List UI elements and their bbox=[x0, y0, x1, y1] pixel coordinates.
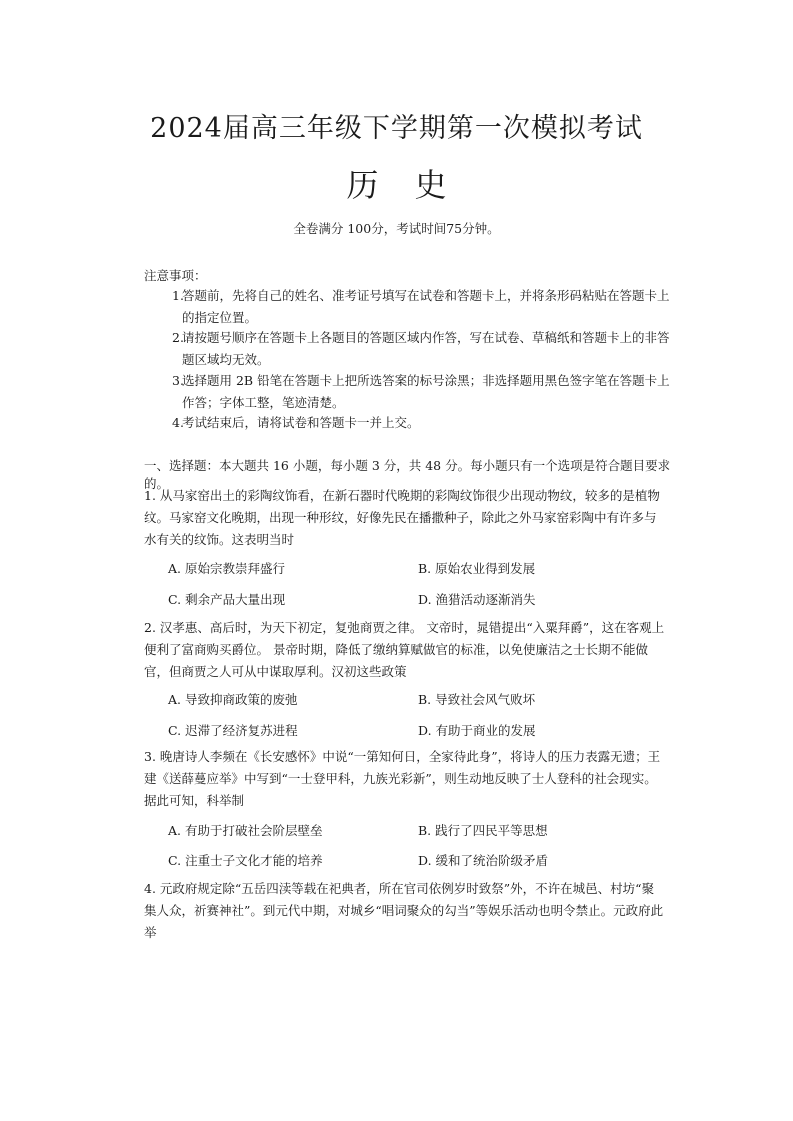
notice-item-4 bbox=[172, 412, 672, 434]
question-1-option-d[interactable]: D. 渔猎活动逐渐消失 bbox=[418, 592, 536, 607]
question-3-option-a[interactable]: A. 有助于打破社会阶层壁垒 bbox=[168, 823, 323, 838]
question-3-option-b[interactable]: B. 践行了四民平等思想 bbox=[418, 823, 548, 838]
exam-meta: 全卷满分 100分，考试时间75分钟。 bbox=[293, 221, 500, 236]
notice-item-number: 1. bbox=[172, 288, 184, 303]
notice-item-number: 4. bbox=[172, 415, 184, 430]
question-2-stem: 2. 汉孝惠、高后时，为天下初定，复弛商贾之律。 文帝时，晁错提出“入粟拜爵”，这在客观上便利了富商购买爵位。 景帝时期，降低了缴纳算赋做官的标准，以免使廉洁之士长期不能做官，但商贾之人可从中谋取厚利。汉初这些政策 bbox=[144, 620, 665, 679]
notice-item-text: 选择题用 2B 铅笔在答题卡上把所选答案的标号涂黑；非选择题用黑色签字笔在答题卡上作答；字体工整，笔迹清楚。 bbox=[182, 373, 670, 410]
notice-item-3 bbox=[172, 370, 672, 414]
notice-item-2 bbox=[172, 327, 672, 371]
question-3-option-c[interactable]: C. 注重士子文化才能的培养 bbox=[168, 853, 323, 868]
section-heading: 一、选择题：本大题共 16 小题，每小题 3 分，共 48 分。每小题只有一个选项是符合题目要求的。 bbox=[144, 458, 671, 491]
notice-item-1 bbox=[172, 285, 672, 329]
question-3-option-d[interactable]: D. 缓和了统治阶级矛盾 bbox=[418, 853, 549, 868]
question-2-option-b[interactable]: B. 导致社会风气败坏 bbox=[418, 692, 536, 707]
notice-item-number: 2. bbox=[172, 330, 184, 345]
question-4-stem: 4. 元政府规定除“五岳四渎等载在祀典者，所在官司依例岁时致祭”外，不许在城邑、村坊“聚集人众，祈赛神社”。到元代中期，对城乡“唱词聚众的勾当”等娱乐活动也明令禁止。元政府此举 bbox=[144, 881, 664, 940]
subject-title: 历史 bbox=[346, 166, 483, 204]
notice-item-number: 3. bbox=[172, 373, 184, 388]
question-1-option-a[interactable]: A. 原始宗教崇拜盛行 bbox=[168, 561, 285, 576]
notice-heading: 注意事项： bbox=[144, 268, 207, 283]
question-1-option-c[interactable]: C. 剩余产品大量出现 bbox=[168, 592, 286, 607]
question-3-stem: 3. 晚唐诗人李频在《长安感怀》中说“一第知何日，全家待此身”，将诗人的压力表露无遗；王建《送薛蔓应举》中写到“一士登甲科，九族光彩新”，则生动地反映了士人登科的社会现实。据此可知，科举制 bbox=[144, 749, 661, 808]
exam-title: 2024届高三年级下学期第一次模拟考试 bbox=[150, 113, 643, 144]
question-2-option-d[interactable]: D. 有助于商业的发展 bbox=[418, 723, 536, 738]
question-2-option-c[interactable]: C. 迟滞了经济复苏进程 bbox=[168, 723, 298, 738]
notice-item-text: 考试结束后，请将试卷和答题卡一并上交。 bbox=[182, 415, 420, 430]
question-1-stem: 1. 从马家窑出土的彩陶纹饰看，在新石器时代晚期的彩陶纹饰很少出现动物纹，较多的是植物纹。马家窑文化晚期，出现一种形纹，好像先民在播撒种子，除此之外马家窑彩陶中有许多与水有关的纹饰。这表明当时 bbox=[144, 488, 660, 547]
notice-item-text: 答题前，先将自己的姓名、准考证号填写在试卷和答题卡上，并将条形码粘贴在答题卡上的指定位置。 bbox=[182, 288, 670, 325]
notice-item-text: 请按题号顺序在答题卡上各题目的答题区域内作答，写在试卷、草稿纸和答题卡上的非答题区域均无效。 bbox=[182, 330, 670, 367]
question-2-option-a[interactable]: A. 导致抑商政策的废弛 bbox=[168, 692, 298, 707]
question-1-option-b[interactable]: B. 原始农业得到发展 bbox=[418, 561, 536, 576]
